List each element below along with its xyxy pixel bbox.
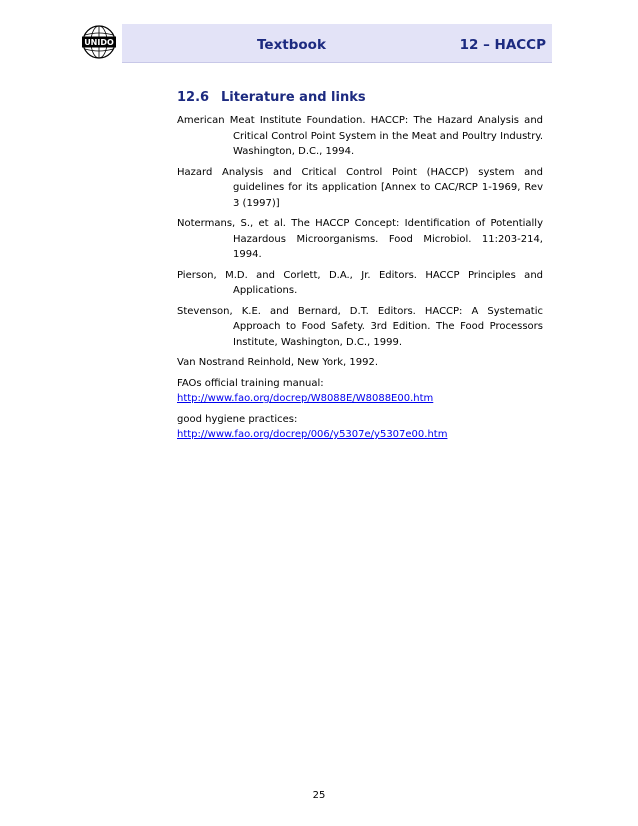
section-number: 12.6 bbox=[177, 90, 210, 105]
reference-item: Notermans, S., et al. The HACCP Concept: Identification of Potentially Hazardous Microorganisms. Food Microbiol. 11:203-214, 1994. bbox=[177, 218, 543, 260]
link-block bbox=[177, 412, 543, 443]
link-block bbox=[177, 376, 543, 407]
page-number: 25 bbox=[312, 790, 326, 801]
reference-item: American Meat Institute Foundation. HACCP: The Hazard Analysis and Critical Control Point System in the Meat and Poultry Industry. Washington, D.C., 1994. bbox=[177, 115, 543, 157]
section-heading bbox=[177, 90, 366, 105]
reference-item: Stevenson, K.E. and Bernard, D.T. Editors. HACCP: A Systematic Approach to Food Safety. 3rd Edition. The Food Processors Institute, Washington, D.C., 1999. bbox=[177, 305, 543, 348]
unido-logo bbox=[81, 24, 117, 60]
link-label: good hygiene practices: bbox=[177, 413, 298, 425]
section-title: Literature and links bbox=[221, 90, 366, 105]
good-hygiene-practices-link[interactable]: http://www.fao.org/docrep/006/y5307e/y5307e00.htm bbox=[177, 429, 448, 440]
link-label: FAOs official training manual: bbox=[177, 377, 324, 389]
reference-item: Van Nostrand Reinhold, New York, 1992. bbox=[177, 357, 379, 368]
fao-training-manual-link[interactable]: http://www.fao.org/docrep/W8088E/W8088E00.htm bbox=[177, 393, 434, 404]
reference-item: Hazard Analysis and Critical Control Point (HACCP) system and guidelines for its application [Annex to CAC/RCP 1-1969, Rev 3 (1997)] bbox=[177, 166, 543, 209]
header-title: Textbook bbox=[257, 37, 326, 53]
reference-item: Pierson, M.D. and Corlett, D.A., Jr. Editors. HACCP Principles and Applications. bbox=[177, 269, 543, 296]
unido-logo-text: UNIDO bbox=[84, 38, 114, 48]
header-bar bbox=[122, 24, 552, 63]
header-chapter: 12 – HACCP bbox=[459, 37, 546, 53]
reference-list bbox=[177, 113, 543, 448]
